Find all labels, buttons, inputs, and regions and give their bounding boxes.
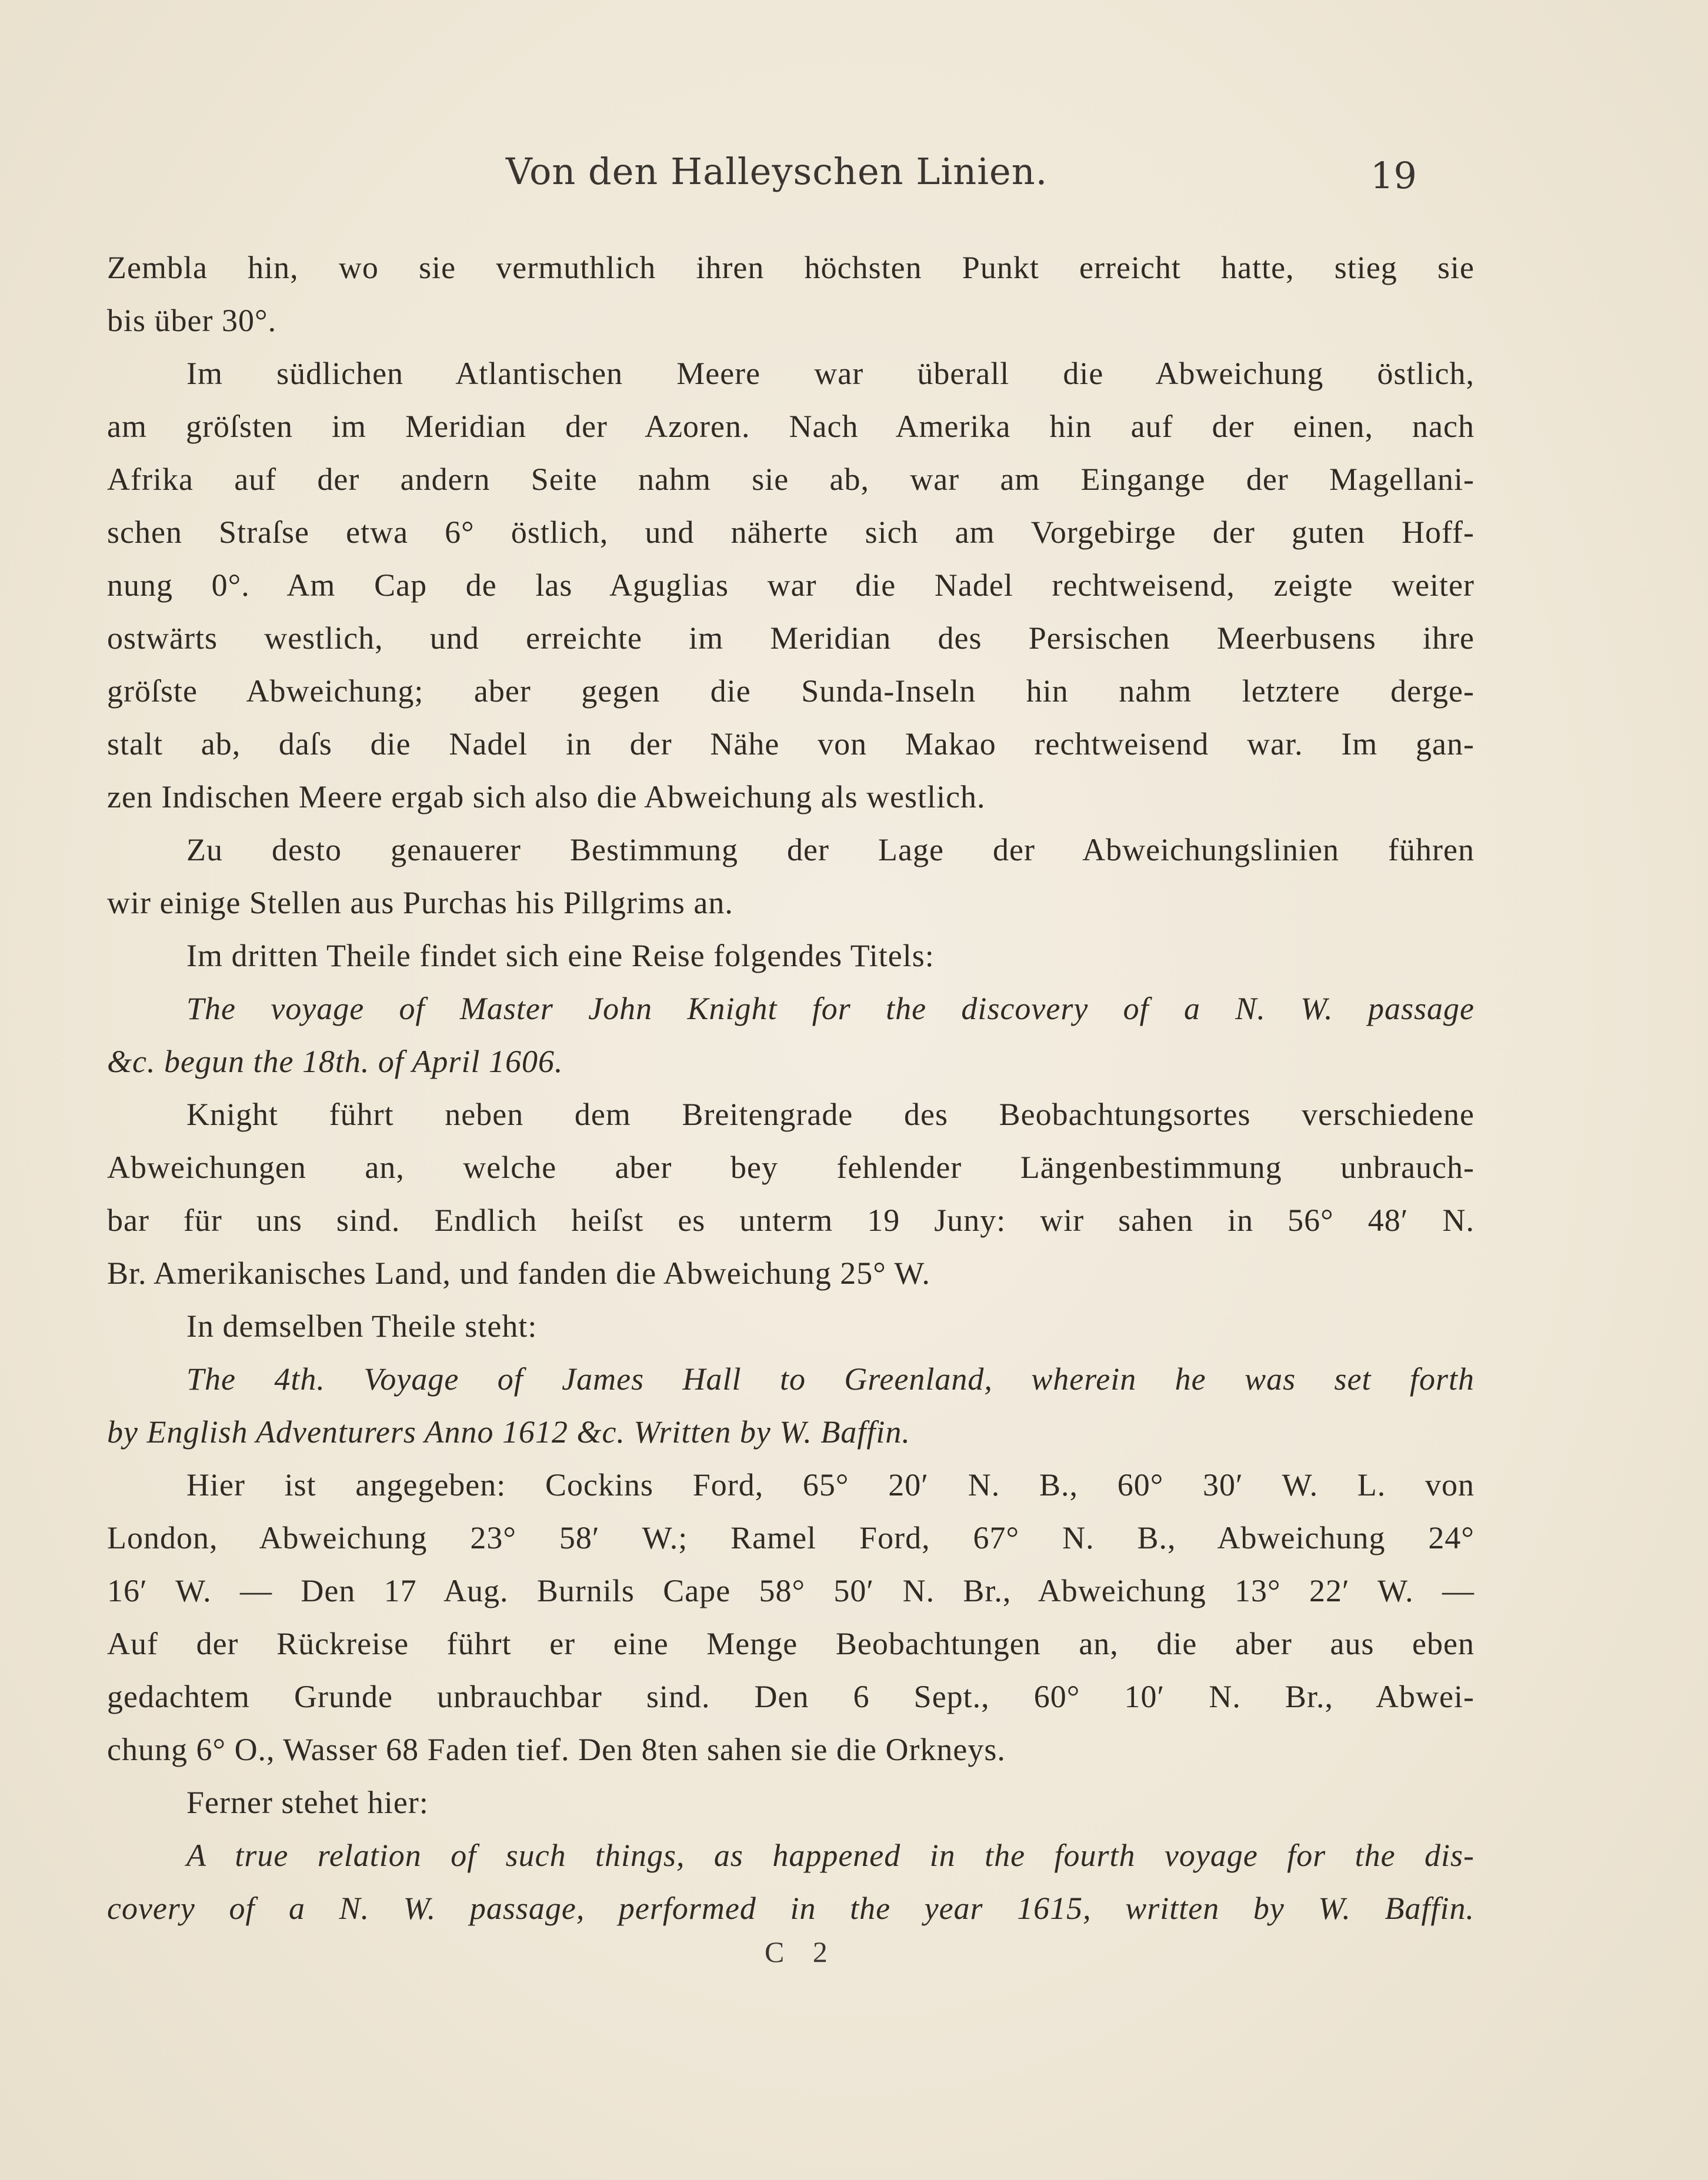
text-line: Ferner stehet hier: xyxy=(186,1785,429,1820)
page-number: 19 xyxy=(1370,154,1417,197)
text-line: Knight führt neben dem Breitengrade des Beobachtungsortes verschiedene xyxy=(186,1097,1475,1132)
signature-mark: C 2 xyxy=(765,1935,838,1968)
running-title: Von den Halleyschen Linien. xyxy=(506,150,1048,193)
text-line: London, Abweichung 23° 58′ W.; Ramel Ford, 67° N. B., Abweichung 24° xyxy=(107,1520,1475,1555)
text-line: Afrika auf der andern Seite nahm sie ab, war am Eingange der Magellani- xyxy=(107,462,1475,497)
text-line: Auf der Rückreise führt er eine Menge Beobachtungen an, die aber aus eben xyxy=(107,1626,1475,1661)
text-line: &c. begun the 18th. of April 1606. xyxy=(107,1044,563,1079)
text-line: covery of a N. W. passage, performed in the year 1615, written by W. Baffin. xyxy=(107,1891,1475,1926)
text-line: by English Adventurers Anno 1612 &c. Written by W. Baffin. xyxy=(107,1414,910,1450)
text-line: ostwärts westlich, und erreichte im Meridian des Persischen Meerbusens ihre xyxy=(107,620,1475,656)
text-line: Hier ist angegeben: Cockins Ford, 65° 20′ N. B., 60° 30′ W. L. von xyxy=(186,1467,1475,1503)
text-line: chung 6° O., Wasser 68 Faden tief. Den 8ten sahen sie die Orkneys. xyxy=(107,1732,1006,1767)
body-text xyxy=(107,241,1475,1935)
text-line: The 4th. Voyage of James Hall to Greenland, wherein he was set forth xyxy=(186,1361,1475,1397)
text-line: gedachtem Grunde unbrauchbar sind. Den 6 Sept., 60° 10′ N. Br., Abwei- xyxy=(107,1679,1475,1714)
text-line: A true relation of such things, as happened in the fourth voyage for the dis- xyxy=(186,1838,1475,1873)
text-line: In demselben Theile steht: xyxy=(186,1308,538,1344)
text-line: Im dritten Theile findet sich eine Reise folgendes Titels: xyxy=(186,938,935,973)
text-line: Zu desto genauerer Bestimmung der Lage der Abweichungslinien führen xyxy=(186,832,1475,867)
text-line: schen Straſse etwa 6° östlich, und näherte sich am Vorgebirge der guten Hoff- xyxy=(107,515,1475,550)
text-line: nung 0°. Am Cap de las Aguglias war die Nadel rechtweisend, zeigte weiter xyxy=(107,567,1475,603)
text-line: Im südlichen Atlantischen Meere war überall die Abweichung östlich, xyxy=(186,356,1475,391)
text-line: bar für uns sind. Endlich heiſst es unterm 19 Juny: wir sahen in 56° 48′ N. xyxy=(107,1203,1475,1238)
text-line: zen Indischen Meere ergab sich also die Abweichung als westlich. xyxy=(107,779,986,814)
text-line: am gröſsten im Meridian der Azoren. Nach Amerika hin auf der einen, nach xyxy=(107,409,1475,444)
text-line: The voyage of Master John Knight for the discovery of a N. W. passage xyxy=(186,991,1475,1026)
text-line: bis über 30°. xyxy=(107,303,277,338)
text-line: Br. Amerikanisches Land, und fanden die Abweichung 25° W. xyxy=(107,1256,930,1291)
text-line: Zembla hin, wo sie vermuthlich ihren höchsten Punkt erreicht hatte, stieg sie xyxy=(107,250,1475,285)
text-line: wir einige Stellen aus Purchas his Pillgrims an. xyxy=(107,885,733,920)
text-line: stalt ab, daſs die Nadel in der Nähe von Makao rechtweisend war. Im gan- xyxy=(107,726,1475,762)
text-line: 16′ W. — Den 17 Aug. Burnils Cape 58° 50′ N. Br., Abweichung 13° 22′ W. — xyxy=(107,1573,1475,1608)
text-line: gröſste Abweichung; aber gegen die Sunda-Inseln hin nahm letztere derge- xyxy=(107,673,1475,709)
text-line: Abweichungen an, welche aber bey fehlender Längenbestimmung unbrauch- xyxy=(107,1150,1475,1185)
